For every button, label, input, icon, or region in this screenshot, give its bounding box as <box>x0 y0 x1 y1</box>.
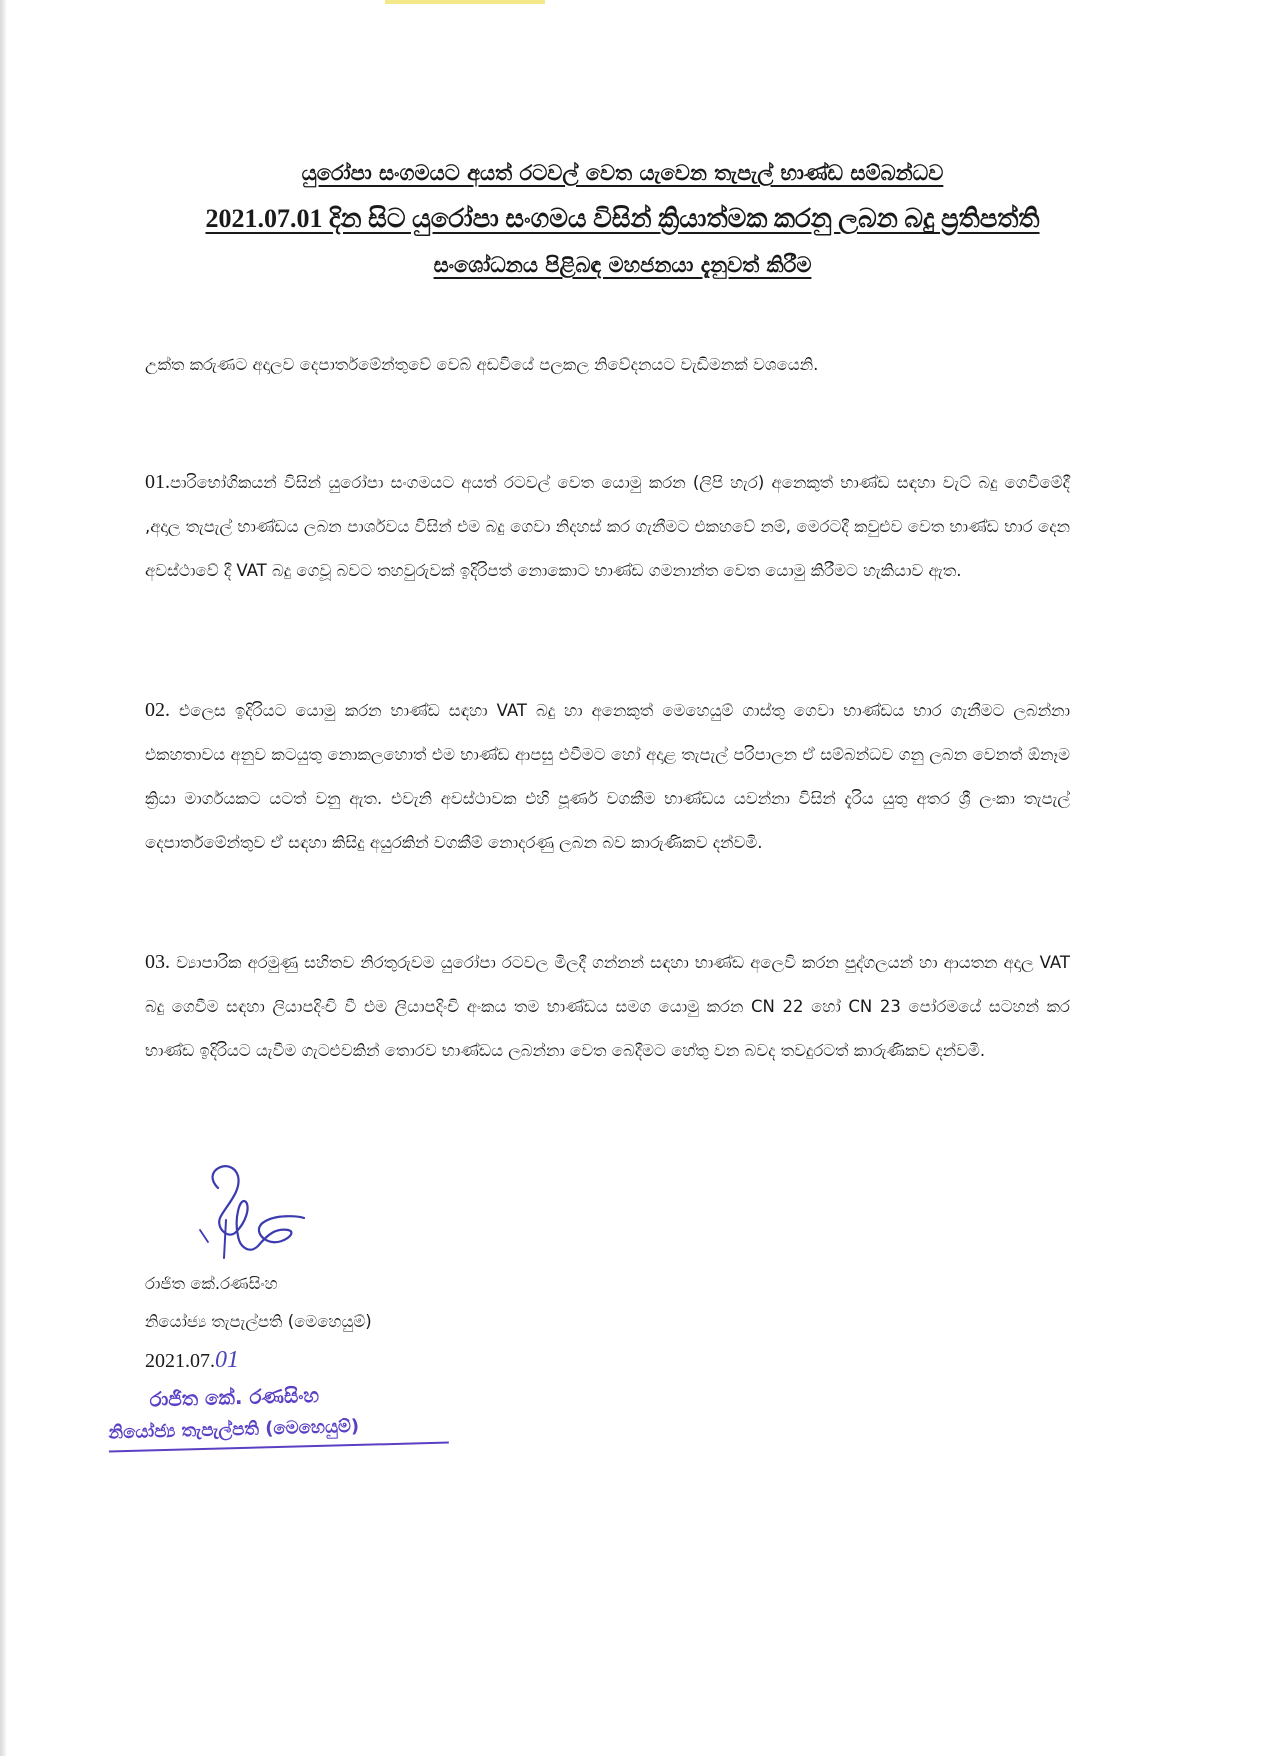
paragraph-number: 03. <box>145 951 170 973</box>
date-handwritten: 01 <box>215 1347 239 1373</box>
paragraph-number: 02. <box>145 699 170 721</box>
title-line-3: සංශෝධනය පිළිබඳ මහජනයා දැනුවත් කිරීම <box>433 253 812 277</box>
title-line-1: යුරෝපා සංගමයට අයත් රටවල් වෙත යැවෙන තැපැල් භාණ්ඩ සම්බන්ධව <box>301 161 944 185</box>
paragraph-text: ව්‍යාපාරික අරමුණු සහිතව නිරතුරුවම යුරෝපා රටවල මිලදී ගන්නන් සඳහා භාණ්ඩ අලෙවි කරන පුද්ගලයන් හා ආයතන අදාල VAT බදු ගෙවීම සඳහා ලියාපදිංචි වී එම ලියාපදිංචි අංකය තම භාණ්ඩය සමග යොමු කරන CN 22 හෝ CN 23 පෝරමයේ සටහන් කර භාණ්ඩ ඉදිරියට යැවීම ගැටළුවකින් තොරව භාණ්ඩය ලබන්නා වෙත බෙදීමට හේතු වන බවද තවදුරටත් කාරුණිකව දන්වමි. <box>145 953 1070 1060</box>
paragraph-3 <box>145 940 1070 1073</box>
official-stamp <box>107 1374 449 1453</box>
scan-left-shadow <box>0 0 6 1756</box>
stamp-name: රාජිත කේ. රණසිංහ <box>149 1382 320 1412</box>
date-printed: 2021.07. <box>145 1350 215 1372</box>
signatory-name: රාජිත කේ.රණසිංහ <box>145 1274 278 1293</box>
paragraph-text: එලෙස ඉදිරියට යොමු කරන භාණ්ඩ සඳහා VAT බදු හා අනෙකුත් මෙහෙයුම් ගාස්තු ගෙවා භාණ්ඩය භාර ගැනීමට ලබන්නා එකහතාවය අනුව කටයුතු නොකලහොත් එම භාණ්ඩ ආපසු එවීමට හෝ අදාළ තැපැල් පරිපාලන ඒ සම්බන්ධව ගනු ලබන වෙනත් ඕනෑම ක්‍රියා මාර්ගයකට යටත් වනු ඇත. එවැනි අවස්ථාවක එහි පූර්ණ වගකීම භාණ්ඩය යවන්නා විසින් දැරිය යුතු අතර ශ්‍රී ලංකා තැපැල් දෙපාර්තමේන්තුව ඒ සඳහා කිසිදු අයුරකින් වගකීම් නොදරණු ලබන බව කාරුණිකව දන්වමි. <box>145 701 1070 852</box>
signatory-designation: නියෝජ්‍ය තැපැල්පති (මෙහෙයුම්) <box>145 1312 372 1331</box>
paragraph-1 <box>145 460 1070 593</box>
document-title <box>145 150 1100 288</box>
paragraph-2 <box>145 688 1070 865</box>
handwritten-signature <box>180 1158 330 1263</box>
signoff-block <box>145 1265 372 1381</box>
scan-edge-mark <box>385 0 545 4</box>
paragraph-text: පාරිභෝගිකයන් විසින් යුරෝපා සංගමයට අයත් රටවල් වෙත යොමු කරන (ලිපි හැර) අනෙකුත් භාණ්ඩ සඳහා වැට් බදු ගෙවීමේදී ,අදාල තැපැල් භාණ්ඩය ලබන පාර්ශවය විසින් එම බදු ගෙවා නිදහස් කර ගැනීමට එකහවේ නම්, මෙරටදී කවුළුව වෙත භාණ්ඩ භාර දෙන අවස්ථාවේ දී VAT බදු ගෙවූ බවට තහවුරුවක් ඉදිරිපත් නොකොට භාණ්ඩ ගමනාන්ත වෙත යොමු කිරීමට හැකියාව ඇත. <box>145 473 1070 580</box>
paragraph-number: 01. <box>145 471 170 493</box>
signoff-date <box>145 1341 372 1381</box>
stamp-designation: නියෝජ්‍ය තැපැල්පති (මෙහෙයුම්) <box>108 1410 449 1453</box>
document-page <box>145 150 1100 1060</box>
intro-text: උක්ත කරුණට අදාලව දෙපාර්තමේන්තුවේ වෙබ් අඩවියේ පලකල නිවේදනයට වැඩිමනක් වශයෙනි. <box>145 355 819 374</box>
title-line-2: 2021.07.01 දින සිට යුරෝපා සංගමය විසින් ක්‍රියාත්මක කරනු ලබන බදු ප්‍රතිපත්ති <box>205 204 1040 233</box>
